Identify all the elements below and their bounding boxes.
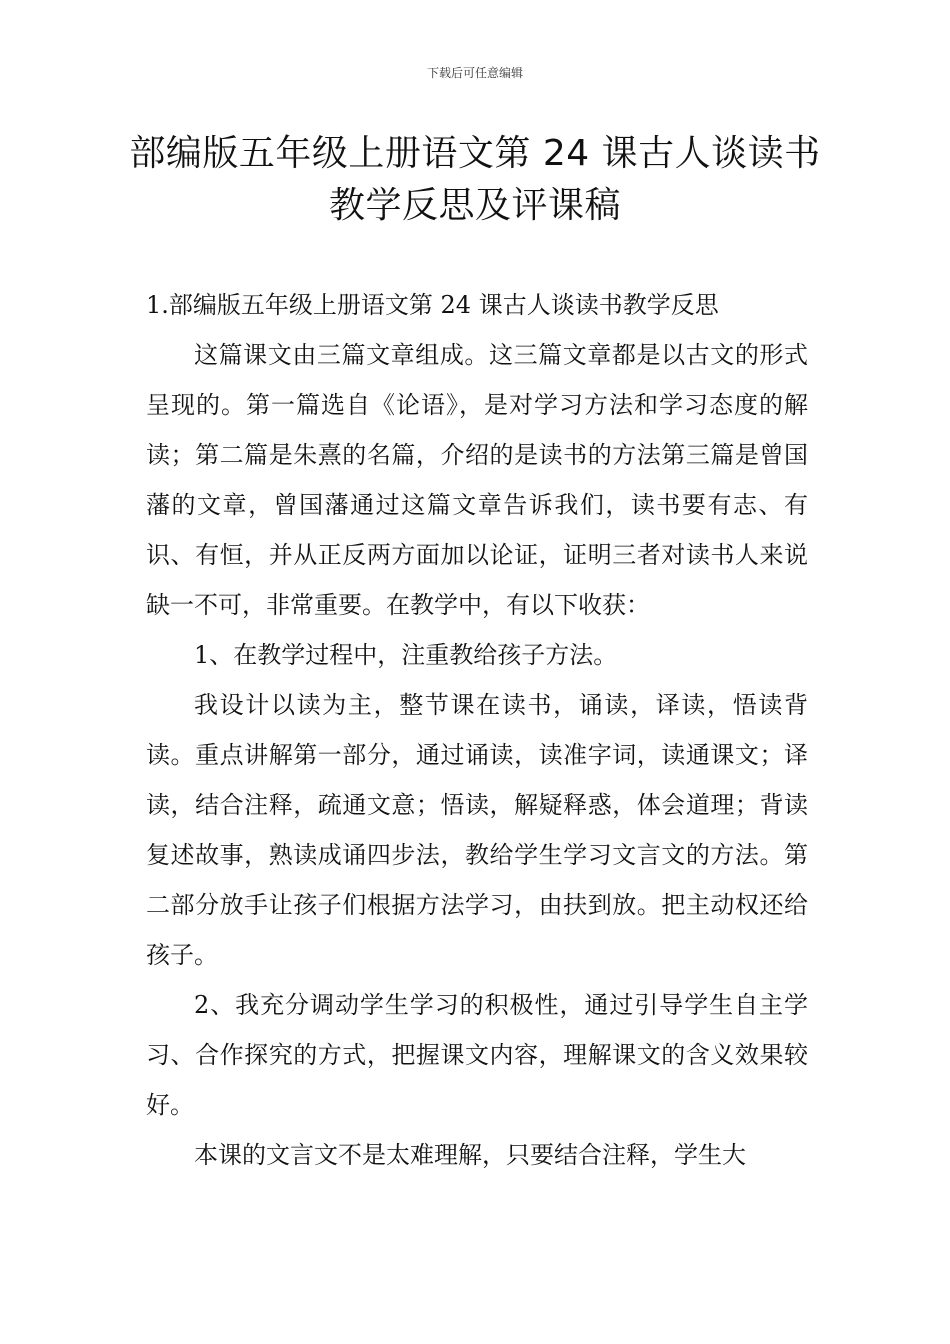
paragraph: 这篇课文由三篇文章组成。这三篇文章都是以古文的形式呈现的。第一篇选自《论语》，是对学习方法和学习态度的解读；第二篇是朱熹的名篇，介绍的是读书的方法第三篇是曾国藩的文章，曾国藩通过这篇文章告诉我们，读书要有志、有识、有恒，并从正反两方面加以论证，证明三者对读书人来说缺一不可，非常重要。在教学中，有以下收获：	[146, 341, 808, 619]
paragraph: 2、我充分调动学生学习的积极性，通过引导学生自主学习、合作探究的方式，把握课文内容，理解课文的含义效果较好。	[146, 991, 808, 1119]
document-body	[146, 280, 808, 1180]
paragraph: 1、在教学过程中，注重教给孩子方法。	[194, 641, 618, 669]
title-line-2: 教学反思及评课稿	[328, 185, 621, 226]
document-title	[100, 128, 850, 232]
paragraph: 我设计以读为主，整节课在读书，诵读，译读，悟读背读。重点讲解第一部分，通过诵读，读准字词，读通课文；译读，结合注释，疏通文意；悟读，解疑释惑，体会道理；背读复述故事，熟读成诵四步法，教给学生学习文言文的方法。第二部分放手让孩子们根据方法学习，由扶到放。把主动权还给孩子。	[146, 691, 808, 969]
section-heading: 1.部编版五年级上册语文第 24 课古人谈读书教学反思	[146, 291, 719, 319]
title-line-1: 部编版五年级上册语文第 24 课古人谈读书	[129, 133, 821, 174]
header-note: 下载后可任意编辑	[426, 66, 523, 80]
paragraph: 本课的文言文不是太难理解，只要结合注释，学生大	[194, 1141, 746, 1169]
